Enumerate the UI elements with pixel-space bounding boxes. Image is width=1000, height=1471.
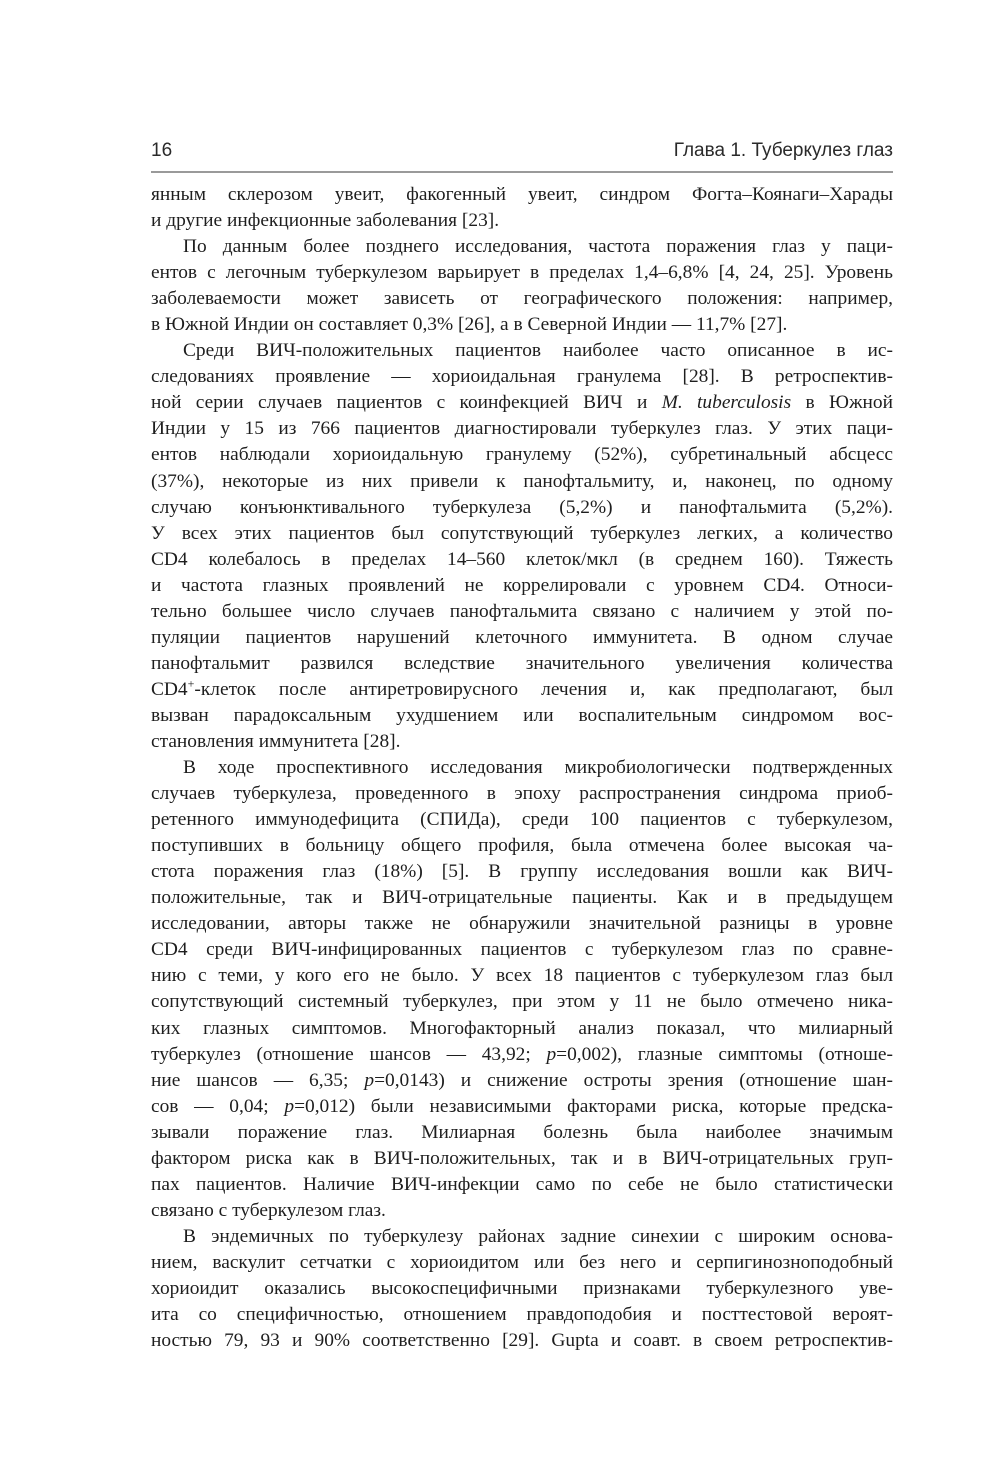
text-line: зывали поражение глаз. Милиарная болезнь была наиболее значимым bbox=[151, 1121, 893, 1143]
text-line: нию с теми, у кого его не было. У всех 18 пациентов с туберкулезом глаз был bbox=[151, 965, 893, 987]
text-line bbox=[151, 677, 893, 703]
text-line: ких глазных симптомов. Многофакторный анализ показал, что милиарный bbox=[151, 1017, 893, 1039]
text-line bbox=[151, 1042, 893, 1068]
text-line: заболеваемости может зависеть от географического положения: например, bbox=[151, 288, 893, 310]
superscript-plus: + bbox=[187, 676, 195, 691]
text-line: фактором риска как в ВИЧ-положительных, так и в ВИЧ-отрицательных груп- bbox=[151, 1147, 893, 1169]
text-run: ние шансов — 6,35; bbox=[151, 1069, 365, 1091]
text-line: хориоидит оказались высокоспецифичными признаками туберкулезного уве- bbox=[151, 1277, 893, 1299]
text-line: CD4 колебалось в пределах 14–560 клеток/мкл (в среднем 160). Тяжесть bbox=[151, 548, 893, 570]
text-run: ной серии случаев пациентов с коинфекцией ВИЧ и bbox=[151, 392, 662, 414]
page-number: 16 bbox=[151, 140, 173, 161]
paragraph-5 bbox=[151, 1224, 893, 1354]
text-run: туберкулез (отношение шансов — 43,92; bbox=[151, 1043, 547, 1065]
body-text bbox=[151, 182, 893, 1354]
text-line: (37%), некоторые из них привели к панофтальмиту, и, наконец, по одному bbox=[151, 470, 893, 492]
text-line: следованиях проявление — хориоидальная гранулема [28]. В ретроспектив- bbox=[151, 366, 893, 388]
page-header bbox=[151, 137, 893, 173]
text-line: ентов с легочным туберкулезом варьирует в пределах 1,4–6,8% [4, 24, 25]. Уровень bbox=[151, 262, 893, 284]
paragraph-4 bbox=[151, 755, 893, 1224]
p-value-symbol: p bbox=[546, 1043, 557, 1065]
text-line: поступивших в больницу общего профиля, была отмечена более высокая ча- bbox=[151, 835, 893, 857]
text-line bbox=[151, 390, 893, 416]
text-line: ретенного иммунодефицита (СПИДа), среди 100 пациентов с туберкулезом, bbox=[151, 809, 893, 831]
text-line: в Южной Индии он составляет 0,3% [26], а в Северной Индии — 11,7% [27]. bbox=[151, 314, 788, 336]
text-line: Индии у 15 из 766 пациентов диагностировали туберкулез глаз. У этих паци- bbox=[151, 418, 893, 440]
text-line: панофтальмит развился вследствие значительного увеличения количества bbox=[151, 652, 893, 674]
text-line: ностью 79, 93 и 90% соответственно [29]. Gupta и соавт. в своем ретроспектив- bbox=[151, 1330, 893, 1352]
text-line: нием, васкулит сетчатки с хориоидитом или без него и серпигинозноподобный bbox=[151, 1251, 893, 1273]
text-line: CD4 среди ВИЧ-инфицированных пациентов с туберкулезом глаз по сравне- bbox=[151, 939, 893, 961]
text-line bbox=[151, 1094, 893, 1120]
text-run: CD4 bbox=[151, 678, 188, 700]
text-run: сов — 0,04; bbox=[151, 1095, 285, 1117]
text-run: =0,002), глазные симптомы (отноше- bbox=[556, 1043, 893, 1065]
paragraph-3 bbox=[151, 338, 893, 755]
text-line: янным склерозом увеит, факогенный увеит, синдром Фогта–Коянаги–Харады bbox=[151, 184, 893, 205]
text-line: ита со специфичностью, отношением правдоподобия и посттестовой вероят- bbox=[151, 1304, 893, 1326]
text-line: тельно большее число случаев панофтальмита связано с наличием у этой по- bbox=[151, 600, 893, 622]
text-line: исследовании, авторы также не обнаружили значительной разницы в уровне bbox=[151, 913, 893, 935]
text-run: в Южной bbox=[791, 392, 893, 414]
text-line: и частота глазных проявлений не коррелировали с уровнем CD4. Относи- bbox=[151, 574, 893, 596]
text-line: пах пациентов. Наличие ВИЧ-инфекции само по себе не было статистически bbox=[151, 1173, 893, 1195]
organism-name: M. tuberculosis bbox=[661, 392, 792, 414]
text-line: стота поражения глаз (18%) [5]. В группу исследования вошли как ВИЧ- bbox=[151, 861, 893, 883]
text-line: становления иммунитета [28]. bbox=[151, 730, 401, 752]
text-line: У всех этих пациентов был сопутствующий туберкулез легких, а количество bbox=[151, 522, 893, 544]
text-line: вызван парадоксальным ухудшением или воспалительным синдромом вос- bbox=[151, 704, 893, 726]
text-line: В ходе проспективного исследования микробиологически подтвержденных bbox=[183, 757, 893, 779]
p-value-symbol: p bbox=[284, 1095, 295, 1117]
paragraph-1 bbox=[151, 182, 893, 234]
text-line: По данным более позднего исследования, частота поражения глаз у паци- bbox=[183, 236, 893, 258]
text-line: В эндемичных по туберкулезу районах задние синехии с широким основа- bbox=[183, 1225, 893, 1247]
text-line: связано с туберкулезом глаз. bbox=[151, 1199, 386, 1221]
text-line: Среди ВИЧ-положительных пациентов наиболее часто описанное в ис- bbox=[183, 340, 893, 362]
text-line: случаю конъюнктивального туберкулеза (5,2%) и панофтальмита (5,2%). bbox=[151, 496, 893, 518]
text-run: =0,012) были независимыми факторами риска, которые предска- bbox=[294, 1095, 894, 1117]
text-run: -клеток после антиретровирусного лечения и, как предполагают, был bbox=[194, 678, 893, 700]
running-head: Глава 1. Туберкулез глаз bbox=[673, 140, 893, 161]
text-line: случаев туберкулеза, проведенного в эпоху распространения синдрома приоб- bbox=[151, 783, 893, 805]
text-line: и другие инфекционные заболевания [23]. bbox=[151, 210, 500, 232]
text-line: сопутствующий системный туберкулез, при этом у 11 не было отмечено ника- bbox=[151, 991, 893, 1013]
p-value-symbol: p bbox=[364, 1069, 375, 1091]
text-line: пуляции пациентов нарушений клеточного иммунитета. В одном случае bbox=[151, 626, 893, 648]
paragraph-2 bbox=[151, 234, 893, 338]
text-line bbox=[151, 1068, 893, 1094]
text-line: положительные, так и ВИЧ-отрицательные пациенты. Как и в предыдущем bbox=[151, 887, 893, 909]
text-run: =0,0143) и снижение остроты зрения (отношение шан- bbox=[374, 1069, 893, 1091]
text-line: ентов наблюдали хориоидальную гранулему (52%), субретинальный абсцесс bbox=[151, 444, 893, 466]
